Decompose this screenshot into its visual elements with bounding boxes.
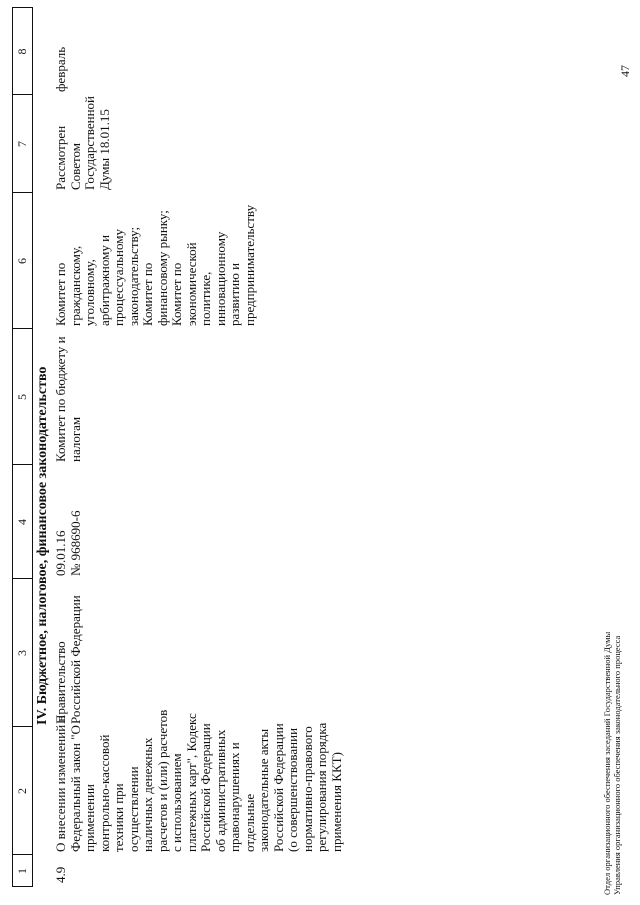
- co-committees: [54, 205, 257, 326]
- bill-name-line: осуществлении: [125, 766, 141, 852]
- bill-name-line: наличных денежных: [140, 737, 155, 852]
- header-top-rule: [12, 7, 13, 887]
- column-number: 8: [15, 48, 29, 55]
- header-bottom-rule: [32, 7, 33, 887]
- co-committee-line: арбитражному и: [96, 234, 112, 326]
- bill-name-line: применения ККТ): [328, 752, 344, 852]
- co-committee-line: Комитет по: [140, 262, 155, 326]
- bill-name-line: Российской Федерации: [270, 723, 286, 852]
- bill-name-line: об административных: [212, 729, 228, 852]
- committee-line: Комитет по бюджету и: [53, 336, 68, 462]
- co-committee-line: процессуальному: [111, 229, 126, 326]
- column-number: 5: [15, 394, 29, 400]
- bill-name-line: законодательные акты: [256, 728, 271, 852]
- footer-line: Отдел организационного обеспечения заседаний Государственной Думы: [602, 631, 612, 895]
- bill-name-line: отдельные: [241, 793, 257, 852]
- registration-number: № 968690-6: [67, 510, 83, 576]
- bill-name-line: О внесении изменений в: [53, 715, 68, 852]
- footer: [602, 632, 622, 895]
- co-committee-line: предпринимательству: [241, 204, 257, 326]
- bill-name-line: применении: [82, 783, 97, 852]
- initiator: [54, 595, 83, 724]
- status-line: Думы 18.01.15: [96, 109, 112, 190]
- bill-name-line: Российской Федерации: [198, 723, 213, 852]
- bill-name-line: техники при: [111, 783, 126, 852]
- bill-name-line: нормативно-правового: [299, 726, 315, 852]
- co-committee-line: финансовому рынку;: [154, 210, 170, 326]
- responsible-committee: [54, 336, 83, 462]
- initiator-line: Правительство: [53, 641, 68, 724]
- co-committee-line: Комитет по: [169, 262, 184, 326]
- bill-name-line: (о совершенствовании: [285, 727, 300, 852]
- status: [54, 96, 112, 190]
- committee-line: налогам: [67, 416, 83, 462]
- status-line: Советом: [67, 143, 83, 190]
- bill-name: [54, 710, 344, 852]
- column-number: 2: [15, 788, 29, 794]
- month-line: февраль: [53, 46, 68, 92]
- bill-name-line: расчетов и (или) расчетов: [154, 709, 170, 852]
- bill-name-line: регулирования порядка: [314, 722, 329, 852]
- section-title: IV. Бюджетное, налоговое, финансовое законодательство: [35, 366, 50, 725]
- footer-line: Управления организационного обеспечения законодательного процесса: [612, 635, 622, 895]
- column-number: 4: [15, 519, 29, 525]
- bill-name-line: с использованием: [169, 753, 184, 852]
- co-committee-line: Комитет по: [53, 262, 68, 326]
- column-number: 3: [15, 650, 29, 656]
- co-committee-line: уголовному,: [82, 259, 97, 326]
- status-line: Государственной: [82, 95, 97, 190]
- registration-date: 09.01.16: [53, 530, 68, 576]
- status-line: Рассмотрен: [53, 125, 68, 190]
- column-number: 1: [15, 868, 29, 874]
- row-number: 4.9: [53, 866, 68, 883]
- bill-name-line: правонарушениях и: [227, 742, 242, 852]
- column-number: 6: [15, 258, 29, 264]
- co-committee-line: развитию и: [227, 262, 242, 326]
- registration-info: [54, 511, 83, 576]
- co-committee-line: экономической: [183, 242, 199, 326]
- bill-name-line: Федеральный закон "О: [67, 725, 83, 852]
- bill-name-line: контрольно-кассовой: [96, 734, 112, 852]
- bill-name-line: платежных карт", Кодекс: [183, 713, 199, 852]
- planned-month: [54, 47, 69, 92]
- page-number: 47: [618, 65, 632, 77]
- co-committee-line: инновационному: [212, 231, 228, 326]
- initiator-line: Российской Федерации: [67, 595, 83, 724]
- co-committee-line: политике,: [198, 271, 213, 326]
- column-number: 7: [15, 141, 29, 147]
- co-committee-line: законодательству;: [125, 226, 141, 326]
- co-committee-line: гражданскому,: [67, 245, 83, 326]
